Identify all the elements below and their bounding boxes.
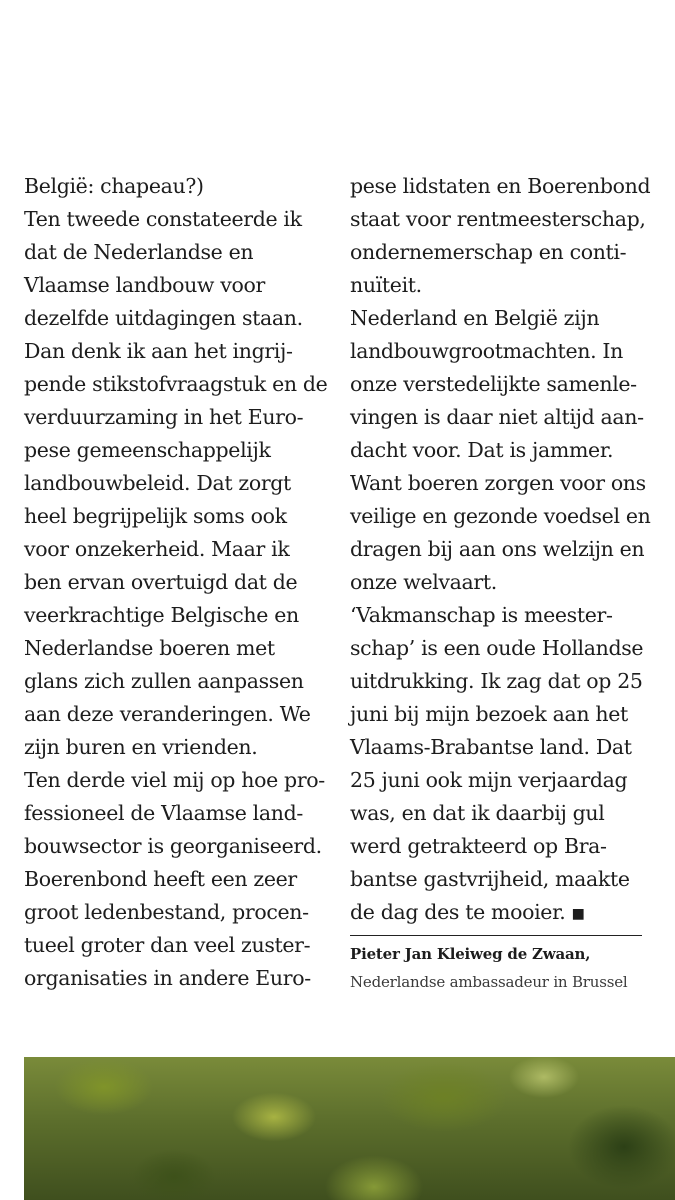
text-line: Boerenbond heeft een zeer <box>24 867 297 891</box>
text-line: Want boeren zorgen voor ons <box>350 471 646 495</box>
text-line: dat de Nederlandse en <box>24 240 254 264</box>
text-line: Vlaams-Brabantse land. Dat <box>350 735 632 759</box>
text-line: Nederland en België zijn <box>350 306 600 330</box>
text-line: staat voor rentmeesterschap, <box>350 207 646 231</box>
text-line: veilige en gezonde voedsel en <box>350 504 651 528</box>
text-line: dragen bij aan ons welzijn en <box>350 537 645 561</box>
text-line: fessioneel de Vlaamse land- <box>24 801 303 825</box>
text-line: glans zich zullen aanpassen <box>24 669 304 693</box>
text-line: ‘Vakmanschap is meester- <box>350 603 613 627</box>
text-line: pese gemeenschappelijk <box>24 438 271 462</box>
text-line: tueel groter dan veel zuster- <box>24 933 311 957</box>
text-line: Nederlandse boeren met <box>24 636 275 660</box>
text-line: Vlaamse landbouw voor <box>24 273 265 297</box>
text-line: heel begrijpelijk soms ook <box>24 504 287 528</box>
text-line: organisaties in andere Euro- <box>24 966 311 990</box>
text-line: schap’ is een oude Hollandse <box>350 636 644 660</box>
text-line: ondernemerschap en conti- <box>350 240 627 264</box>
final-text: de dag des te mooier. <box>350 900 566 924</box>
text-line: werd getrakteerd op Bra- <box>350 834 607 858</box>
text-line: was, en dat ik daarbij gul <box>350 801 605 825</box>
text-line: bouwsector is georganiseerd. <box>24 834 322 858</box>
text-line: nuïteit. <box>350 273 422 297</box>
text-line: Ten derde viel mij op hoe pro- <box>24 768 325 792</box>
text-line: onze verstedelijkte samenle- <box>350 372 637 396</box>
text-line: Dan denk ik aan het ingrij- <box>24 339 293 363</box>
article-column-left <box>24 170 328 995</box>
text-line: groot ledenbestand, procen- <box>24 900 309 924</box>
author-name: Pieter Jan Kleiweg de Zwaan, <box>350 945 591 963</box>
text-line: aan deze veranderingen. We <box>24 702 311 726</box>
text-line: veerkrachtige Belgische en <box>24 603 299 627</box>
text-line: pende stikstofvraagstuk en de <box>24 372 328 396</box>
text-line: zijn buren en vrienden. <box>24 735 258 759</box>
end-of-article-mark-icon: ■ <box>571 906 585 922</box>
text-line: pese lidstaten en Boerenbond <box>350 174 651 198</box>
text-line: landbouwbeleid. Dat zorgt <box>24 471 291 495</box>
text-line: dacht voor. Dat is jammer. <box>350 438 614 462</box>
text-line: voor onzekerheid. Maar ik <box>24 537 290 561</box>
text-line: 25 juni ook mijn verjaardag <box>350 768 628 792</box>
final-text-line <box>350 896 650 931</box>
foliage-photo <box>24 1057 675 1200</box>
text-line: bantse gastvrijheid, maakte <box>350 867 630 891</box>
text-line: dezelfde uitdagingen staan. <box>24 306 303 330</box>
text-line: Ten tweede constateerde ik <box>24 207 302 231</box>
author-role: Nederlandse ambassadeur in Brussel <box>350 973 628 991</box>
text-line: België: chapeau?) <box>24 174 204 198</box>
text-line: juni bij mijn bezoek aan het <box>350 702 628 726</box>
byline-divider <box>350 935 642 936</box>
text-line: verduurzaming in het Euro- <box>24 405 304 429</box>
article-column-right <box>350 170 650 931</box>
text-line: uitdrukking. Ik zag dat op 25 <box>350 669 643 693</box>
text-line: vingen is daar niet altijd aan- <box>350 405 644 429</box>
text-line: onze welvaart. <box>350 570 497 594</box>
text-line: landbouwgrootmachten. In <box>350 339 624 363</box>
text-line: ben ervan overtuigd dat de <box>24 570 298 594</box>
